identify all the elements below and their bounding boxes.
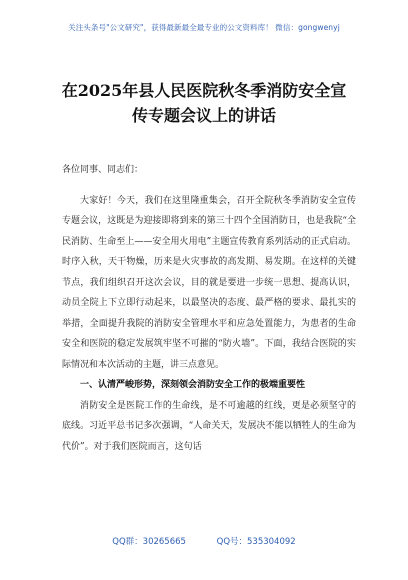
title-line: 在2025年县人民医院秋冬季消防安全宣 [61, 81, 347, 100]
section-heading: 一、认清严峻形势，深刻领会消防安全工作的极端重要性 [80, 380, 306, 390]
title-line: 传专题会议上的讲话 [131, 106, 276, 125]
header-promo-note: 关注头条号"公文研究"，获得最新最全最专业的公文资料库！ 微信：gongwenyj [68, 23, 340, 32]
footer-qq-group: QQ群：30265665 [112, 537, 186, 547]
body-paragraph: 大家好！今天，我们在这里隆重集会，召开全院秋冬季消防安全宣传专题会议，这既是为迎接即将到来的第三十四个全国消防日，也是我院“全民消防、生命至上——安全用火用电”主题宣传教育系列活动的正式启动。时序入秋，天干物燥，历来是火灾事故的高发期、易发期。在这样的关键节点，我们组织召开这次会议，目的就是要进一步统一思想、提高认识，动员全院上下立即行动起来，以最坚决的态度、最严格的要求、最扎实的举措，全面提升我院的消防安全管理水平和应急处置能力，为患者的生命安全和医院的稳定发展筑牢坚不可摧的“防火墙”。下面，我结合医院的实际情况和本次活动的主题，讲三点意见。 [62, 195, 356, 370]
document-body [62, 160, 356, 457]
page-title [40, 78, 368, 128]
footer-qq-number: QQ号：535304092 [216, 537, 296, 547]
footer-contact [0, 535, 408, 547]
salutation: 各位同事、同志们： [62, 165, 144, 175]
body-paragraph: 消防安全是医院工作的生命线，是不可逾越的红线，更是必须坚守的底线。习近平总书记多次强调，“人命关天，发展决不能以牺牲人的生命为代价”。对于我们医院而言，这句话 [62, 400, 356, 452]
